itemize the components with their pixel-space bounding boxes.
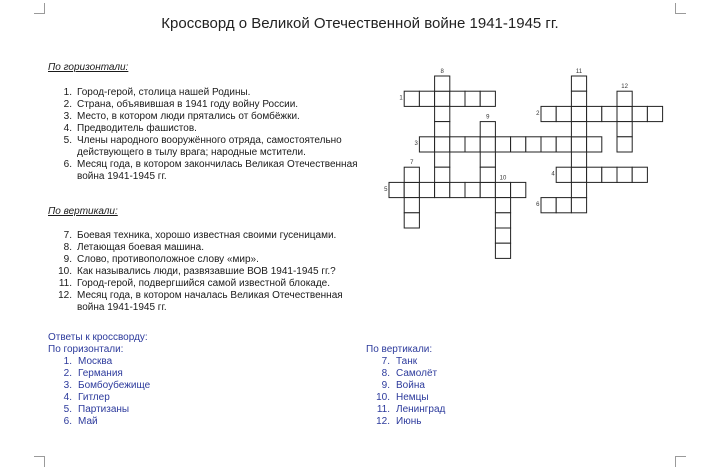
crossword-cell[interactable] [541, 198, 556, 213]
answer-number: 8. [381, 368, 390, 379]
crossword-cell[interactable] [404, 198, 419, 213]
clue-text: Боевая техника, хорошо известная своими гусеницами. [77, 230, 337, 241]
crossword-cell[interactable] [435, 91, 450, 106]
across-heading: По горизонтали: [48, 62, 129, 73]
crossword-cell[interactable] [495, 137, 510, 152]
clue-number: 10. [58, 266, 72, 277]
crossword-cell[interactable] [419, 182, 434, 197]
clue-number: 11. [58, 278, 72, 289]
clue-number: 7. [63, 230, 72, 241]
crossword-cell[interactable] [419, 91, 434, 106]
answer-number: 1. [63, 356, 72, 367]
crossword-cell[interactable] [571, 137, 586, 152]
crossword-cell[interactable] [556, 167, 571, 182]
crossword-entry-number: 12 [621, 84, 628, 91]
crossword-cell[interactable] [465, 137, 480, 152]
crossword-cell[interactable] [495, 182, 510, 197]
clue-number: 9. [63, 254, 72, 265]
down-heading: По вертикали: [48, 206, 118, 217]
answer-word: Германия [78, 368, 123, 379]
crossword-cell[interactable] [587, 137, 602, 152]
crossword-cell[interactable] [571, 106, 586, 121]
crossword-entry-number: 2 [536, 110, 540, 117]
clue-number: 6. [63, 159, 72, 170]
answers-across-heading: По горизонтали: [48, 344, 124, 355]
crossword-cell[interactable] [587, 106, 602, 121]
crossword-entry-number: 8 [440, 69, 444, 75]
crossword-cell[interactable] [495, 243, 510, 258]
crossword-cell[interactable] [435, 106, 450, 121]
clue-number: 12. [58, 290, 72, 301]
crossword-cell[interactable] [435, 152, 450, 167]
clue-number: 3. [63, 111, 72, 122]
clue-number: 1. [63, 87, 72, 98]
crossword-cell[interactable] [617, 137, 632, 152]
crossword-cell[interactable] [571, 182, 586, 197]
crossword-cell[interactable] [419, 137, 434, 152]
answer-number: 11. [376, 404, 390, 415]
crossword-cell[interactable] [465, 182, 480, 197]
crossword-cell[interactable] [404, 91, 419, 106]
crossword-cell[interactable] [389, 182, 404, 197]
answer-word: Самолёт [396, 368, 438, 379]
crossword-entry-number: 7 [410, 160, 414, 167]
clue-number: 8. [63, 242, 72, 253]
crossword-cell[interactable] [435, 167, 450, 182]
answer-word: Партизаны [78, 404, 130, 415]
clue-text: Место, в котором люди прятались от бомбёжки. [77, 111, 300, 122]
crossword-cell[interactable] [632, 106, 647, 121]
answer-word: Май [78, 416, 98, 427]
answer-number: 9. [381, 380, 390, 391]
crossword-cell[interactable] [602, 106, 617, 121]
crossword-cell[interactable] [435, 182, 450, 197]
crossword-cell[interactable] [404, 213, 419, 228]
crossword-cell[interactable] [435, 122, 450, 137]
crossword-cell[interactable] [511, 137, 526, 152]
answer-number: 10. [376, 392, 390, 403]
crossword-cell[interactable] [480, 91, 495, 106]
crossword-cell[interactable] [647, 106, 662, 121]
answer-word: Июнь [396, 416, 422, 427]
answer-word: Гитлер [78, 392, 110, 403]
crossword-cell[interactable] [435, 76, 450, 91]
clue-text: Страна, объявившая в 1941 году войну России. [77, 99, 299, 110]
crossword-cell[interactable] [632, 167, 647, 182]
crossword-cell[interactable] [480, 137, 495, 152]
crossword-cell[interactable] [571, 122, 586, 137]
clue-text: Летающая боевая машина. [77, 242, 205, 253]
crossword-cell[interactable] [571, 76, 586, 91]
answers-down-heading: По вертикали: [366, 344, 433, 355]
crossword-cell[interactable] [450, 182, 465, 197]
clue-number: 2. [63, 99, 72, 110]
crossword-cell[interactable] [495, 213, 510, 228]
clue-text: Предводитель фашистов. [77, 123, 197, 134]
clue-text: Слово, противоположное слову «мир». [77, 254, 259, 265]
answer-number: 4. [63, 392, 72, 403]
answer-word: Москва [78, 356, 113, 367]
clue-number: 4. [63, 123, 72, 134]
answer-number: 2. [63, 368, 72, 379]
crossword-cell[interactable] [480, 167, 495, 182]
crossword-cell[interactable] [511, 182, 526, 197]
answer-number: 3. [63, 380, 72, 391]
answer-number: 5. [63, 404, 72, 415]
answer-number: 7. [381, 356, 390, 367]
crossword-cell[interactable] [617, 122, 632, 137]
answers-heading: Ответы к кроссворду: [48, 332, 148, 343]
crossword-cell[interactable] [541, 106, 556, 121]
crossword-entry-number: 5 [384, 186, 388, 193]
answer-word: Танк [396, 356, 418, 367]
answer-number: 6. [63, 416, 72, 427]
crossword-entry-number: 9 [486, 114, 490, 121]
crossword-cell[interactable] [465, 91, 480, 106]
answer-number: 12. [376, 416, 390, 427]
crossword-cell[interactable] [480, 122, 495, 137]
crossword-cell[interactable] [587, 167, 602, 182]
crossword-cell[interactable] [617, 106, 632, 121]
crossword-entry-number: 1 [399, 95, 403, 102]
clue-text: Члены народного вооружённого отряда, самостоятельно действующего в тылу врага; народные мстители. [77, 135, 342, 158]
crossword-cell[interactable] [556, 137, 571, 152]
crossword-cell[interactable] [450, 91, 465, 106]
crossword-cell[interactable] [571, 152, 586, 167]
crossword-cell[interactable] [571, 167, 586, 182]
clue-text: Как назывались люди, развязавшие ВОВ 1941-1945 гг.? [77, 266, 336, 277]
crossword-cell[interactable] [495, 198, 510, 213]
crossword-cell[interactable] [480, 152, 495, 167]
crossword-cell[interactable] [617, 91, 632, 106]
clue-text: Месяц года, в котором закончилась Великая Отечественная война 1941-1945 гг. [77, 159, 358, 182]
crossword-cell[interactable] [526, 137, 541, 152]
crossword-entry-number: 11 [575, 69, 583, 75]
crossword-cell[interactable] [556, 106, 571, 121]
crossword-cell[interactable] [404, 182, 419, 197]
clue-text: Город-герой, столица нашей Родины. [77, 87, 251, 98]
clue-number: 5. [63, 135, 72, 146]
crossword-cell[interactable] [450, 137, 465, 152]
crossword-cell[interactable] [480, 182, 495, 197]
crossword-cell[interactable] [556, 198, 571, 213]
crossword-cell[interactable] [571, 198, 586, 213]
answer-word: Ленинград [396, 404, 446, 415]
crossword-cell[interactable] [602, 167, 617, 182]
answer-word: Немцы [396, 392, 429, 403]
clue-text: Месяц года, в котором началась Великая Отечественная война 1941-1945 гг. [77, 290, 343, 313]
clue-text: Город-герой, подвергшийся самой известной блокаде. [77, 278, 331, 289]
crossword-cell[interactable] [435, 137, 450, 152]
crossword-entry-number: 10 [499, 175, 507, 182]
answer-word: Война [396, 380, 425, 391]
crossword-cell[interactable] [571, 91, 586, 106]
crossword-cell[interactable] [495, 228, 510, 243]
crossword-entry-number: 3 [414, 141, 418, 148]
crossword-entry-number: 4 [551, 171, 555, 178]
answer-word: Бомбоубежище [78, 380, 151, 391]
page-title: Кроссворд о Великой Отечественной войне 1941-1945 гг. [161, 15, 559, 32]
crossword-cell[interactable] [617, 167, 632, 182]
crossword-entry-number: 6 [536, 202, 540, 208]
crossword-cell[interactable] [541, 137, 556, 152]
crossword-cell[interactable] [404, 167, 419, 182]
